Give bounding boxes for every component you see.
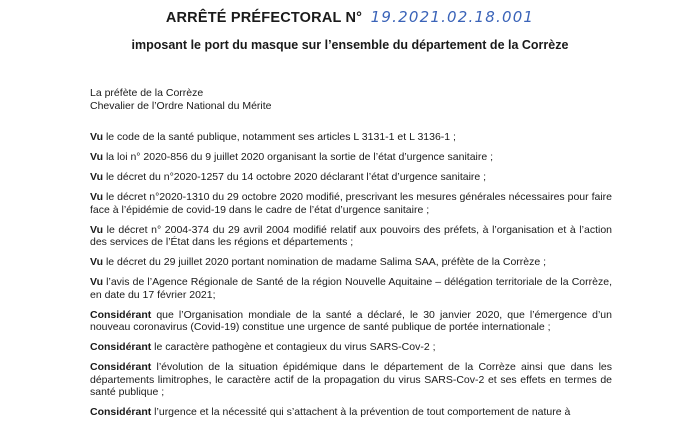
clause-keyword: Vu — [90, 131, 104, 143]
clause-text: la loi n° 2020-856 du 9 juillet 2020 organisant la sortie de l’état d’urgence sanitaire ; — [103, 151, 494, 163]
clause-vu — [90, 131, 612, 144]
clause-text: l’urgence et la nécessité qui s’attachent à la prévention de tout comportement de nature à — [151, 406, 571, 418]
clause-text: le code de la santé publique, notamment ses articles L 3131-1 et L 3136-1 ; — [103, 131, 456, 143]
handwritten-decree-number: 19.2021.02.18.001 — [370, 8, 535, 26]
clause-keyword: Vu — [90, 256, 104, 268]
clause-vu — [90, 171, 612, 184]
clause-keyword: Vu — [90, 223, 104, 236]
decree-title-line — [0, 8, 700, 27]
clause-considerant — [90, 361, 612, 399]
clause-vu — [90, 224, 612, 249]
clause-keyword: Vu — [90, 171, 104, 183]
clause-considerant — [90, 309, 612, 334]
clause-text: l’évolution de la situation épidémique dans le département de la Corrèze ainsi que dans les départements limitrophes, le caractère actif de la propagation du virus SARS-Cov-2 et ses effets en termes de santé publique ; — [90, 361, 612, 398]
clause-text: le caractère pathogène et contagieux du virus SARS-Cov-2 ; — [151, 341, 436, 353]
clause-text: le décret du 29 juillet 2020 portant nomination de madame Salima SAA, préfète de la Corrèze ; — [103, 256, 547, 268]
authority-line-order: Chevalier de l’Ordre National du Mérite — [90, 100, 272, 112]
clause-keyword: Considérant — [90, 361, 152, 373]
clause-text: l’avis de l’Agence Régionale de Santé de la région Nouvelle Aquitaine – délégation territoriale de la Corrèze, en date du 17 février 2021; — [90, 276, 612, 301]
clause-keyword: Vu — [90, 151, 104, 163]
clause-keyword: Vu — [90, 191, 104, 203]
preamble-clauses — [90, 131, 612, 426]
clause-keyword: Vu — [90, 276, 104, 288]
issuing-authority — [90, 87, 272, 113]
clause-vu — [90, 276, 612, 301]
clause-text: le décret du n°2020-1257 du 14 octobre 2020 déclarant l’état d’urgence sanitaire ; — [103, 171, 487, 183]
clause-considerant — [90, 341, 612, 354]
clause-keyword: Considérant — [90, 341, 152, 353]
clause-text: que l’Organisation mondiale de la santé a déclaré, le 30 janvier 2020, que l’émergence d’un nouveau coronavirus (Covid-19) constitue une urgence de santé publique de portée internationale ; — [90, 308, 612, 333]
clause-text: le décret n°2020-1310 du 29 octobre 2020 modifié, prescrivant les mesures générales nécessaires pour faire face à l’épidémie de covid-19 dans le cadre de l’état d’urgence sanitaire ; — [90, 191, 612, 216]
clause-keyword: Considérant — [90, 308, 152, 321]
clause-vu — [90, 256, 612, 269]
clause-considerant — [90, 406, 612, 419]
authority-line-prefect: La préfète de la Corrèze — [90, 87, 204, 99]
clause-vu — [90, 191, 612, 216]
decree-subtitle: imposant le port du masque sur l’ensemble du département de la Corrèze — [131, 38, 569, 52]
decree-title: ARRÊTÉ PRÉFECTORAL N° — [165, 10, 363, 26]
clause-keyword: Considérant — [90, 406, 152, 418]
clause-vu — [90, 151, 612, 164]
clause-text: le décret n° 2004-374 du 29 avril 2004 modifié relatif aux pouvoirs des préfets, à l’organisation et à l’action des services de l’État dans les régions et départements ; — [90, 223, 612, 248]
